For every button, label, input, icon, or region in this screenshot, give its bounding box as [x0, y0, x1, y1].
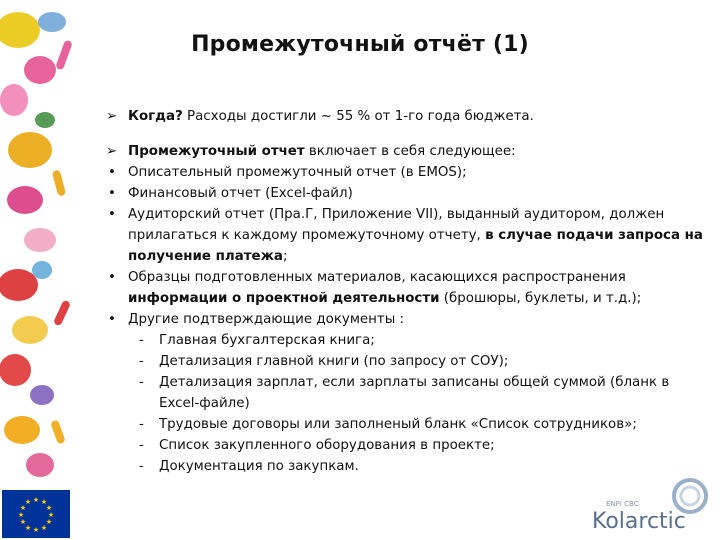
svg-text:★: ★	[45, 518, 53, 526]
item-text: Аудиторский отчет (Пра.Г, Приложение VII), выданный аудитором, должен прилагаться к каждому промежуточному отчету,	[128, 207, 665, 243]
item-text: (брошюры, буклеты, и т.д.);	[439, 291, 642, 306]
svg-text:★: ★	[40, 498, 48, 506]
sub-item-text: Документация по закупкам.	[159, 459, 359, 474]
item-text: Финансовый отчет (Excel-файл)	[128, 186, 353, 201]
eu-flag-icon	[2, 490, 70, 538]
arrow-bullet-icon: ➢	[106, 144, 118, 159]
dash-marker: -	[139, 417, 144, 432]
program-label: ENPI CBC	[606, 500, 639, 508]
item-text: Другие подтверждающие документы :	[128, 312, 405, 327]
sub-list-item	[106, 351, 704, 372]
item-text: ;	[282, 249, 288, 264]
sub-list-item	[106, 435, 704, 456]
list-item	[106, 267, 704, 309]
logo-name: Kolarctic	[592, 509, 686, 534]
item-text: включает в себя следующее:	[304, 144, 516, 159]
item-text: Расходы достигли ~ 55 % от 1-го года бюджета.	[182, 109, 534, 124]
svg-text:★: ★	[45, 504, 53, 512]
decorative-handprints-strip	[0, 0, 100, 490]
item-text: Описательный промежуточный отчет (в EMOS);	[128, 165, 467, 180]
dash-marker: -	[139, 438, 144, 453]
dash-marker: -	[139, 354, 144, 369]
svg-text:★: ★	[17, 511, 25, 519]
svg-text:★: ★	[19, 518, 27, 526]
dash-marker: -	[139, 375, 144, 390]
sub-list-item	[106, 330, 704, 351]
bullet-icon: •	[108, 270, 116, 285]
bullet-icon: •	[108, 186, 116, 201]
dash-marker: -	[139, 459, 144, 474]
sub-item-text: Главная бухгалтерская книга;	[159, 333, 375, 348]
svg-text:★: ★	[24, 498, 32, 506]
list-item	[106, 141, 704, 162]
sub-item-text: Детализация зарплат, если зарплаты записаны общей суммой (бланк в Excel-файле)	[159, 375, 670, 411]
list-item	[106, 162, 704, 183]
sub-item-text: Трудовые договоры или заполненый бланк «Список сотрудников»;	[159, 417, 637, 432]
sub-item-text: Детализация главной книги (по запросу от СОУ);	[159, 354, 509, 369]
item-bold: информации о проектной деятельности	[128, 291, 440, 306]
list-item	[106, 204, 704, 267]
item-bold: Когда?	[128, 109, 183, 124]
item-bold: Промежуточный отчет	[128, 144, 305, 159]
svg-text:★: ★	[24, 524, 32, 532]
list-item	[106, 106, 704, 127]
arrow-bullet-icon: ➢	[106, 109, 118, 124]
svg-text:★: ★	[47, 511, 55, 519]
bullet-icon: •	[108, 165, 116, 180]
sub-list-item	[106, 456, 704, 477]
svg-text:★: ★	[19, 504, 27, 512]
bullet-icon: •	[108, 312, 116, 327]
kolarctic-logo	[586, 476, 710, 536]
item-bold: в случае подачи запроса на получение платежа	[128, 228, 703, 264]
list-item	[106, 309, 704, 330]
sub-list-item	[106, 414, 704, 435]
dash-marker: -	[139, 333, 144, 348]
list-item	[106, 183, 704, 204]
slide-title: Промежуточный отчёт (1)	[191, 32, 529, 57]
slide-body	[106, 106, 704, 477]
svg-text:★: ★	[40, 524, 48, 532]
bullet-icon: •	[108, 207, 116, 222]
item-text: Образцы подготовленных материалов, касающихся распространения	[128, 270, 626, 285]
kolarctic-logo-graphic	[586, 476, 710, 536]
sub-list-item	[106, 372, 704, 414]
svg-text:★: ★	[32, 496, 40, 504]
svg-text:★: ★	[32, 526, 40, 534]
sub-item-text: Список закупленного оборудования в проекте;	[159, 438, 495, 453]
